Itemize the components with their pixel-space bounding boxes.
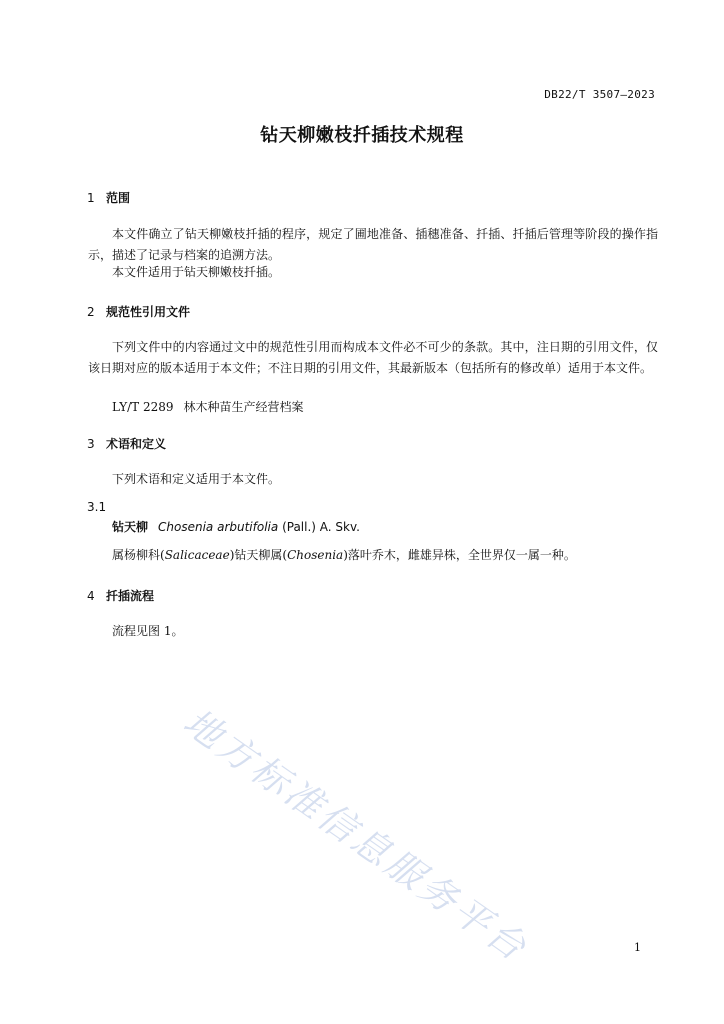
- section-3-heading: [87, 435, 166, 452]
- normative-reference: [112, 397, 304, 418]
- definition-text-a: 属杨柳科(: [112, 548, 165, 562]
- section-1-paragraph-1: 本文件确立了钻天柳嫩枝扦插的程序，规定了圃地准备、插穗准备、扦插、扦插后管理等阶段的操作指示，描述了记录与档案的追溯方法。: [88, 227, 658, 262]
- definition-text-c: )落叶乔木，雌雄异株，全世界仅一属一种。: [343, 548, 576, 562]
- term-chinese-name: 钻天柳: [112, 520, 149, 534]
- section-1-number: 1: [87, 191, 95, 205]
- section-2-number: 2: [87, 305, 95, 319]
- genus-name: Chosenia: [287, 548, 344, 562]
- term-definition: [112, 545, 576, 566]
- section-2-title: 规范性引用文件: [106, 305, 191, 319]
- section-4-number: 4: [87, 589, 95, 603]
- section-1-title: 范围: [106, 191, 131, 205]
- watermark: 地方标准信息服务平台: [175, 700, 537, 971]
- document-title: 钻天柳嫩枝扦插技术规程: [260, 125, 464, 146]
- family-name: Salicaceae: [164, 548, 230, 562]
- reference-title: 林木种苗生产经营档案: [183, 400, 304, 414]
- section-4-paragraph-1: 流程见图 1。: [112, 624, 184, 638]
- document-code: DB22/T 3507—2023: [544, 88, 655, 101]
- term-author: (Pall.) A. Skv.: [282, 520, 360, 534]
- term-entry: [112, 517, 360, 538]
- section-3-number: 3: [87, 437, 95, 451]
- page-number: 1: [634, 941, 641, 954]
- section-2-paragraph-1: 下列文件中的内容通过文中的规范性引用而构成本文件必不可少的条款。其中，注日期的引用文件，仅该日期对应的版本适用于本文件；不注日期的引用文件，其最新版本（包括所有的修改单）适用于本文件。: [88, 340, 658, 375]
- term-latin-name: Chosenia arbutifolia: [158, 520, 279, 534]
- section-4-title: 扦插流程: [106, 589, 155, 603]
- section-1-paragraph-2: 本文件适用于钻天柳嫩枝扦插。: [112, 265, 281, 279]
- section-3-paragraph-1: 下列术语和定义适用于本文件。: [112, 472, 281, 486]
- section-1-heading: [87, 189, 130, 206]
- reference-code: LY/T 2289: [112, 400, 174, 414]
- section-2-heading: [87, 303, 190, 320]
- section-3-title: 术语和定义: [106, 437, 167, 451]
- section-4-heading: [87, 587, 154, 604]
- term-number: 3.1: [87, 500, 107, 514]
- definition-text-b: )钻天柳属(: [229, 548, 288, 562]
